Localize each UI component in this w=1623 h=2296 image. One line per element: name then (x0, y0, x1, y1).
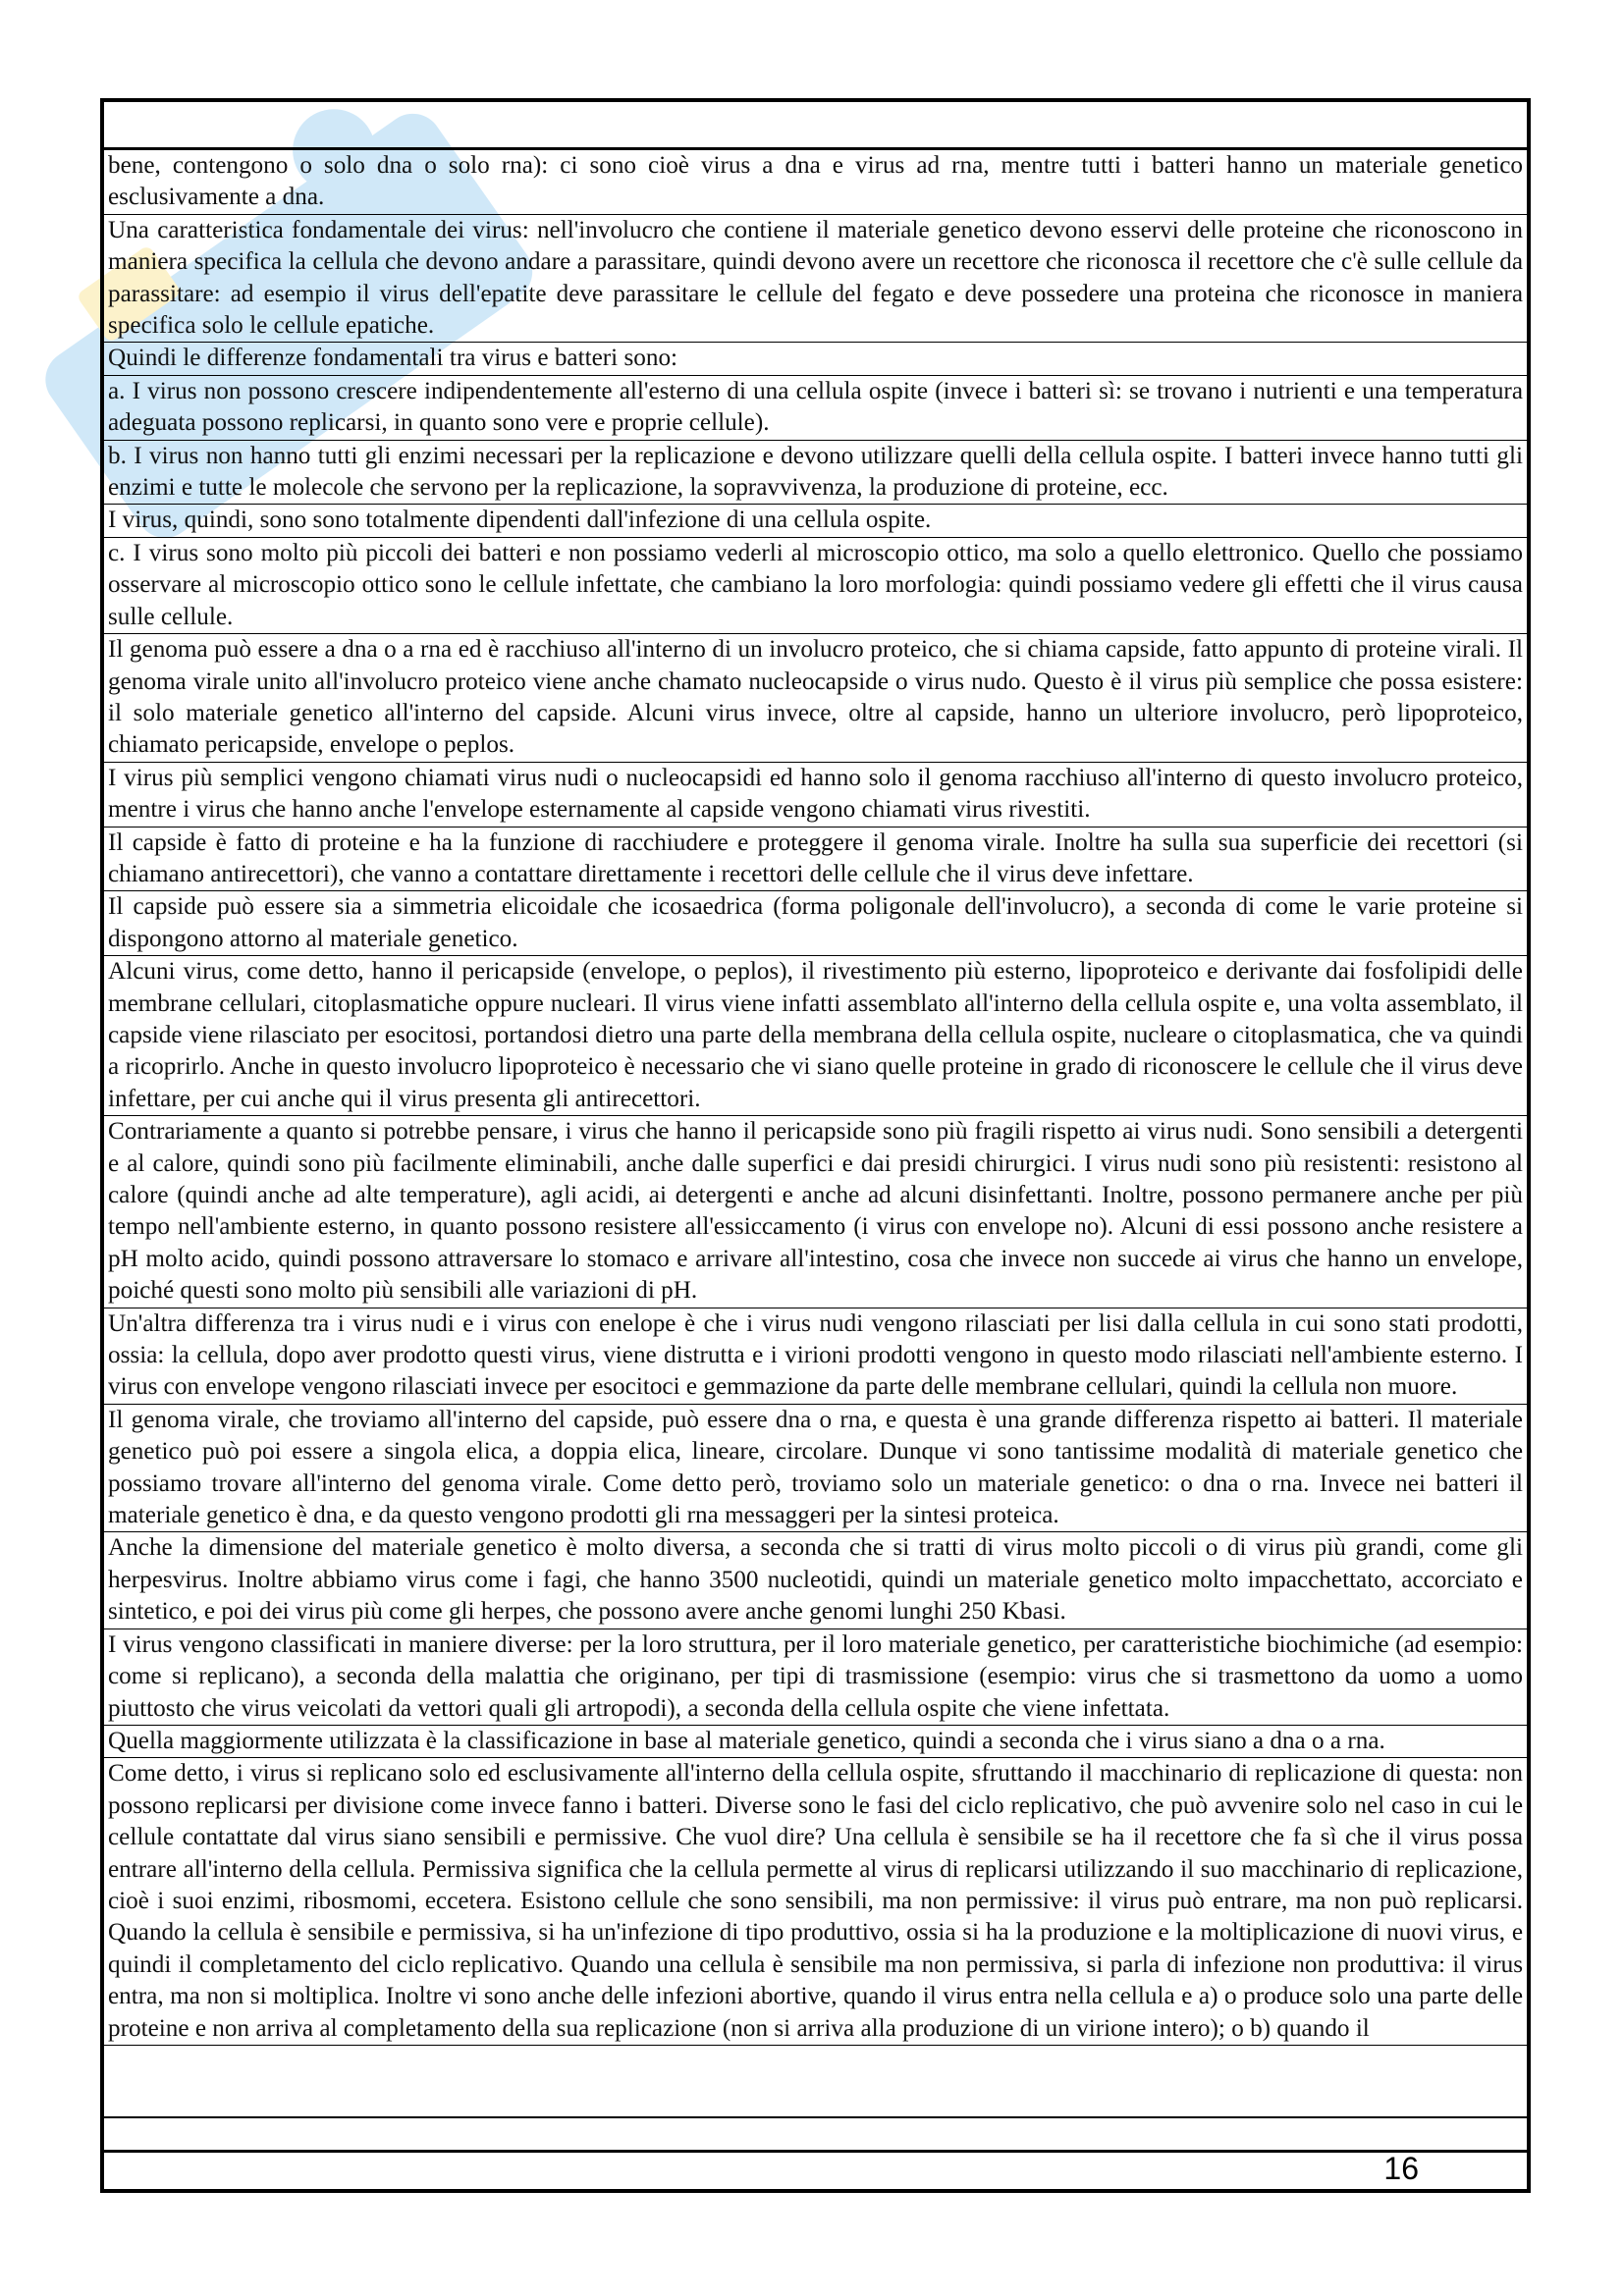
paragraph: Contrariamente a quanto si potrebbe pensare, i virus che hanno il pericapside sono più fragili rispetto ai virus nudi. Sono sensibili a detergenti e al calore, quindi sono più facilmente eliminabili, anche dalle superfici e dai presidi chirurgici. I virus nudi sono più resistenti: resistono al calore (quindi anche ad alte temperature), agli acidi, ai detergenti e anche ad alcuni disinfettanti. Inoltre, possono permanere anche per più tempo nell'ambiente esterno, in quanto possono resistere all'essiccamento (i virus con envelope no). Alcuni di essi possono anche resistere a pH molto acido, quindi possono attraversare lo stomaco e arrivare all'intestino, cosa che invece non succede ai virus che hanno un envelope, poiché questi sono molto più sensibili alle variazioni di pH. (104, 1116, 1527, 1308)
page-number: 16 (1383, 2151, 1419, 2186)
paragraph: Il genoma può essere a dna o a rna ed è racchiuso all'interno di un involucro proteico, che si chiama capside, fatto appunto di proteine virali. Il genoma virale unito all'involucro proteico viene anche chamato nucleocapside o virus nudo. Questo è il virus più semplice che possa esistere: il solo materiale genetico all'interno del capside. Alcuni virus invece, oltre al capside, hanno un ulteriore involucro, però lipoproteico, chiamato pericapside, envelope o peplos. (104, 634, 1527, 763)
paragraph: bene, contengono o solo dna o solo rna): ci sono cioè virus a dna e virus ad rna, mentre tutti i batteri hanno un materiale genetico esclusivamente a dna. (104, 150, 1527, 215)
paragraph: I virus vengono classificati in maniere diverse: per la loro struttura, per il loro materiale genetico, per caratteristiche biochimiche (ad esempio: come si replicano), a seconda della malattia che originano, per tipi di trasmissione (esempio: virus che si trasmettono da uomo a uomo piuttosto che virus veicolati da vettori quali gli artropodi), a seconda della cellula ospite che viene infettata. (104, 1629, 1527, 1726)
paragraph: I virus, quindi, sono sono totalmente dipendenti dall'infezione di una cellula ospite. (104, 505, 1527, 537)
paragraph: Quindi le differenze fondamentali tra virus e batteri sono: (104, 343, 1527, 375)
footer (104, 2148, 1527, 2189)
page-frame (100, 98, 1531, 2193)
paragraph: I virus più semplici vengono chiamati virus nudi o nucleocapsidi ed hanno solo il genoma racchiuso all'interno di questo involucro proteico, mentre i virus che hanno anche l'envelope esternamente al capside vengono chiamati virus rivestiti. (104, 763, 1527, 828)
header-bar (104, 102, 1527, 150)
paragraph: Come detto, i virus si replicano solo ed esclusivamente all'interno della cellula ospite, sfruttando il macchinario di replicazione di questa: non possono replicarsi per divisione come invece fanno i batteri. Diverse sono le fasi del ciclo replicativo, che può avvenire solo nel caso in cui le cellule contattate dal virus siano sensibili e permissive. Che vuol dire? Una cellula è sensibile se ha il recettore che fa sì che il virus possa entrare all'interno della cellula. Permissiva significa che la cellula permette al virus di replicarsi utilizzando il suo macchinario di replicazione, cioè i suoi enzimi, ribosmomi, eccetera. Esistono cellule che sono sensibili, ma non permissive: il virus può entrare, ma non può replicarsi. Quando la cellula è sensibile e permissiva, si ha un'infezione di tipo produttivo, ossia si ha la produzione e la moltiplicazione di nuovi virus, e quindi il completamento del ciclo replicativo. Quando una cellula è sensibile ma non permissiva, si parla di infezione non produttiva: il virus entra, ma non si moltiplica. Inoltre vi sono anche delle infezioni abortive, quando il virus entra nella cellula e a) o produce solo una parte delle proteine e non arriva al completamento della sua replicazione (non si arriva alla produzione di un virione intero); o b) quando il (104, 1758, 1527, 2046)
paragraph: c. I virus sono molto più piccoli dei batteri e non possiamo vederli al microscopio ottico, ma solo a quello elettronico. Quello che possiamo osservare al microscopio ottico sono le cellule infettate, che cambiano la loro morfologia: quindi possiamo vedere gli effetti che il virus causa sulle cellule. (104, 538, 1527, 634)
paragraph: Il genoma virale, che troviamo all'interno del capside, può essere dna o rna, e questa è una grande differenza rispetto ai batteri. Il materiale genetico può poi essere a singola elica, a doppia elica, lineare, circolare. Dunque vi sono tantissime modalità di materiale genetico che possiamo trovare all'interno del genoma virale. Come detto però, troviamo solo un materiale genetico: o dna o rna. Invece nei batteri il materiale genetico è dna, e da questo vengono prodotti gli rna messaggeri per la sintesi proteica. (104, 1405, 1527, 1533)
paragraph: Una caratteristica fondamentale dei virus: nell'involucro che contiene il materiale genetico devono esservi delle proteine che riconoscono in maniera specifica la cellula che devono andare a parassitare, quindi devono avere un recettore che riconosca il recettore che c'è sulle cellule da parassitare: ad esempio il virus dell'epatite deve parassitare le cellule del fegato e deve possedere una proteina che riconosce in maniera specifica solo le cellule epatiche. (104, 215, 1527, 344)
document-body (104, 150, 1527, 2113)
paragraph: Anche la dimensione del materiale genetico è molto diversa, a seconda che si tratti di virus molto piccoli o di virus più grandi, come gli herpesvirus. Inoltre abbiamo virus come i fagi, che hanno 3500 nucleotidi, quindi un materiale genetico molto impacchettato, accorciato e sintetico, e poi dei virus più come gli herpes, che possono avere anche genomi lunghi 250 Kbasi. (104, 1532, 1527, 1629)
paragraph: Alcuni virus, come detto, hanno il pericapside (envelope, o peplos), il rivestimento più esterno, lipoproteico e derivante dai fosfolipidi delle membrane cellulari, citoplasmatiche oppure nucleari. Il virus viene infatti assemblato all'interno della cellula ospite e, una volta assemblato, il capside viene rilasciato per esocitosi, portandosi dietro una parte della membrana della cellula ospite, nucleare o citoplasmatica, che va quindi a ricoprirlo. Anche in questo involucro lipoproteico è necessario che vi siano quelle proteine in grado di riconoscere le cellule che il virus deve infettare, per cui anche qui il virus presenta gli antirecettori. (104, 956, 1527, 1116)
paragraph: Un'altra differenza tra i virus nudi e i virus con enelope è che i virus nudi vengono rilasciati per lisi dalla cellula in cui sono stati prodotti, ossia: la cellula, dopo aver prodotto questi virus, viene distrutta e i virioni prodotti vengono in questo modo rilasciati nell'ambiente esterno. I virus con envelope vengono rilasciati invece per esocitoci e gemmazione da parte delle membrane cellulari, quindi la cellula non muore. (104, 1308, 1527, 1405)
paragraph: b. I virus non hanno tutti gli enzimi necessari per la replicazione e devono utilizzare quelli della cellula ospite. I batteri invece hanno tutti gli enzimi e tutte le molecole che servono per la replicazione, la sopravvivenza, la produzione di proteine, ecc. (104, 441, 1527, 506)
paragraph: Il capside può essere sia a simmetria elicoidale che icosaedrica (forma poligonale dell'involucro), a seconda di come le varie proteine si dispongono attorno al materiale genetico. (104, 891, 1527, 956)
paragraph: a. I virus non possono crescere indipendentemente all'esterno di una cellula ospite (invece i batteri sì: se trovano i nutrienti e una temperatura adeguata possono replicarsi, in quanto sono vere e proprie cellule). (104, 376, 1527, 441)
paragraph: Quella maggiormente utilizzata è la classificazione in base al materiale genetico, quindi a seconda che i virus siano a dna o a rna. (104, 1726, 1527, 1758)
paragraph: Il capside è fatto di proteine e ha la funzione di racchiudere e proteggere il genoma virale. Inoltre ha sulla sua superficie dei recettori (si chiamano antirecettori), che vanno a contattare direttamente i recettori delle cellule che il virus deve infettare. (104, 828, 1527, 892)
